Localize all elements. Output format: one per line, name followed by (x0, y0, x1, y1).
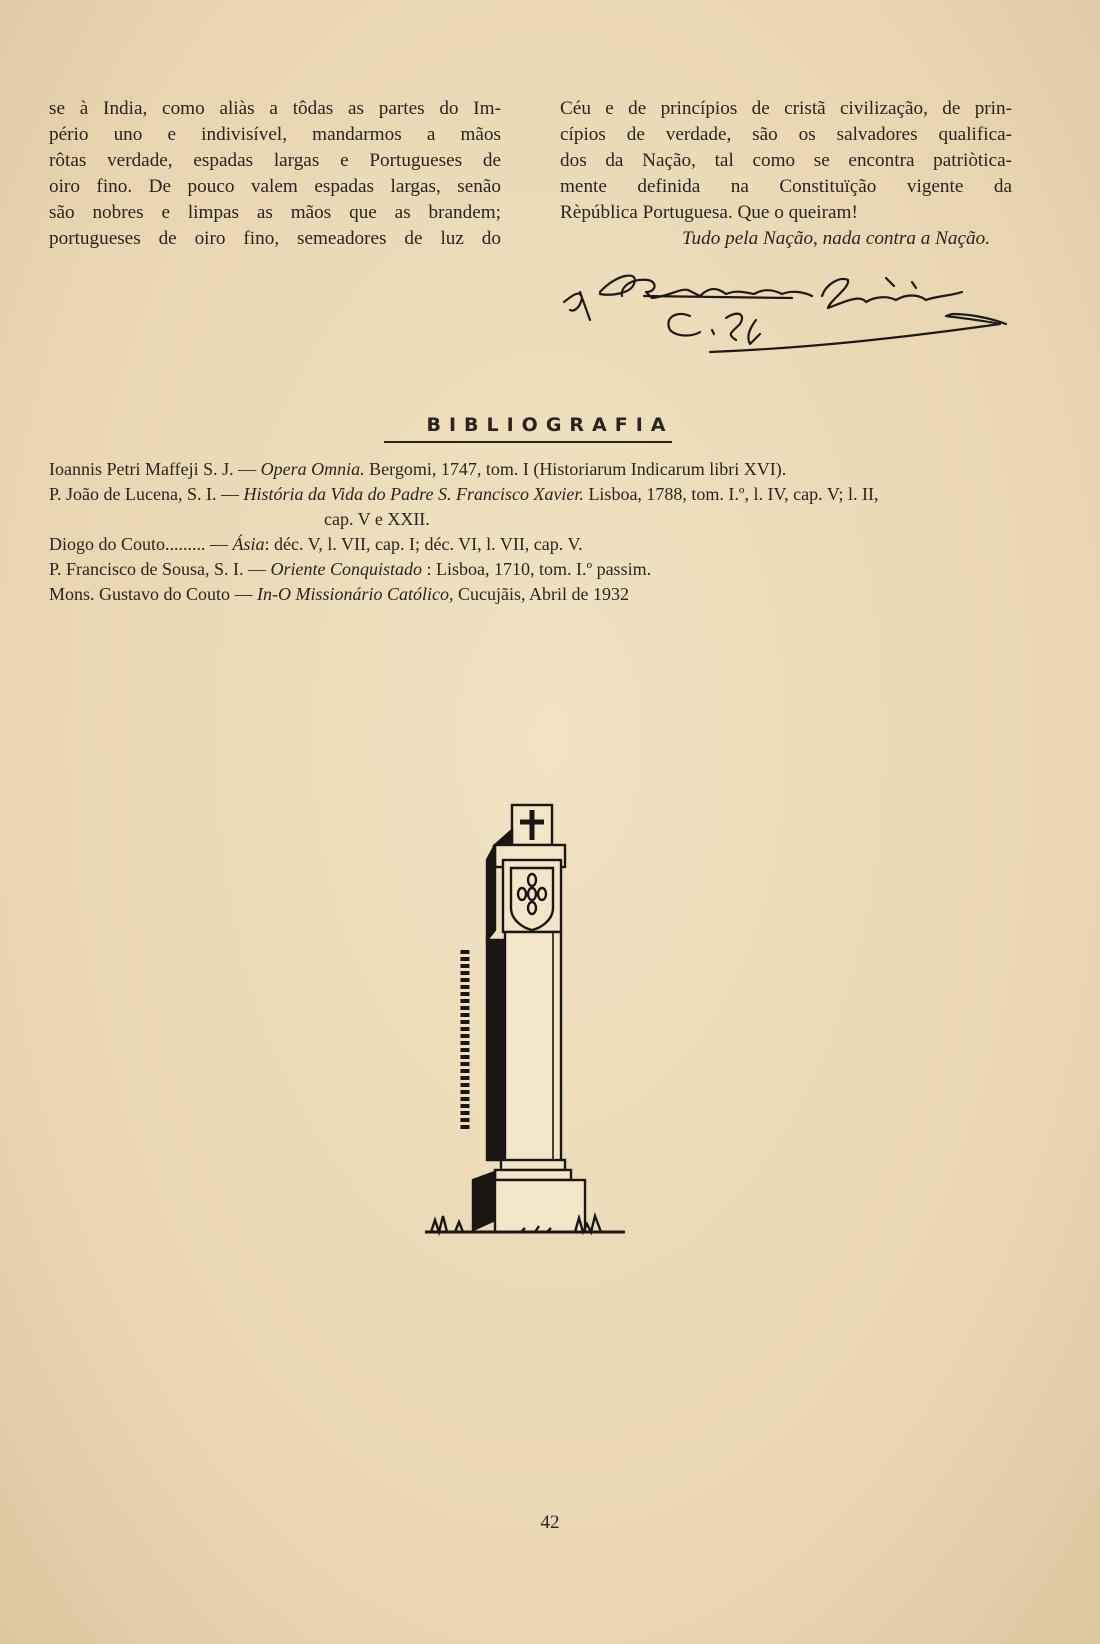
entry-title: Ásia (232, 534, 265, 554)
entry-details: : Lisboa, 1710, tom. I.º passim. (426, 559, 652, 579)
entry-author: P. João de Lucena, S. I. — (49, 484, 239, 504)
text-line: rôtas verdade, espadas largas e Portugueses de (49, 150, 501, 171)
page-number: 42 (540, 1512, 560, 1533)
text-line: cípios de verdade, são os salvadores qualifica- (560, 124, 1012, 145)
text-line: Céu e de princípios de cristã civilização, de prin- (560, 98, 1012, 119)
heading-underline (384, 441, 672, 443)
signature (560, 268, 1010, 388)
bibliography-entry (49, 582, 1039, 607)
bibliography-entry (49, 457, 1039, 482)
right-column (560, 96, 1012, 252)
entry-title: In-O Missionário Católico, (257, 584, 454, 604)
text-line: mente definida na Constituïção vigente da (560, 176, 1012, 197)
entry-details: Bergomi, 1747, tom. I (Historiarum Indicarum libri XVI). (369, 459, 787, 479)
section-heading: BIBLIOGRAFIA (426, 414, 674, 436)
entry-author: Diogo do Couto......... — (49, 534, 229, 554)
entry-author: P. Francisco de Sousa, S. I. — (49, 559, 266, 579)
padrao-monument-illustration (425, 800, 625, 1290)
entry-details: cap. V e XXII. (324, 509, 430, 529)
entry-author: Ioannis Petri Maffeji S. J. — (49, 459, 257, 479)
entry-details: Lisboa, 1788, tom. I.º, l. IV, cap. V; l. II, (588, 484, 879, 504)
bibliography-entry (49, 557, 1039, 582)
text-line: oiro fino. De pouco valem espadas largas, senão (49, 176, 501, 197)
text-line: se à India, como aliàs a tôdas as partes do Im- (49, 98, 501, 119)
bibliography-list (49, 457, 1039, 607)
entry-title: História da Vida do Padre S. Francisco Xavier. (243, 484, 584, 504)
motto: Tudo pela Nação, nada contra a Nação. (681, 228, 990, 249)
entry-author: Mons. Gustavo do Couto — (49, 584, 253, 604)
entry-details: : déc. V, l. VII, cap. I; déc. VI, l. VII, cap. V. (264, 534, 583, 554)
bibliography-entry (49, 532, 1039, 557)
text-line: portugueses de oiro fino, semeadores de luz do (49, 228, 501, 249)
text-line: pério uno e indivisível, mandarmos a mãos (49, 124, 501, 145)
bibliography-entry (49, 482, 1039, 507)
entry-title: Opera Omnia. (260, 459, 365, 479)
text-line: dos da Nação, tal como se encontra patriòtica- (560, 150, 1012, 171)
left-column (49, 96, 501, 252)
text-line: são nobres e limpas as mãos que as brandem; (49, 202, 501, 223)
entry-title: Oriente Conquistado (270, 559, 422, 579)
bibliography-entry-continuation (49, 507, 1039, 532)
entry-details: Cucujãis, Abril de 1932 (458, 584, 629, 604)
text-line: Rèpública Portuguesa. Que o queiram! (560, 202, 858, 223)
